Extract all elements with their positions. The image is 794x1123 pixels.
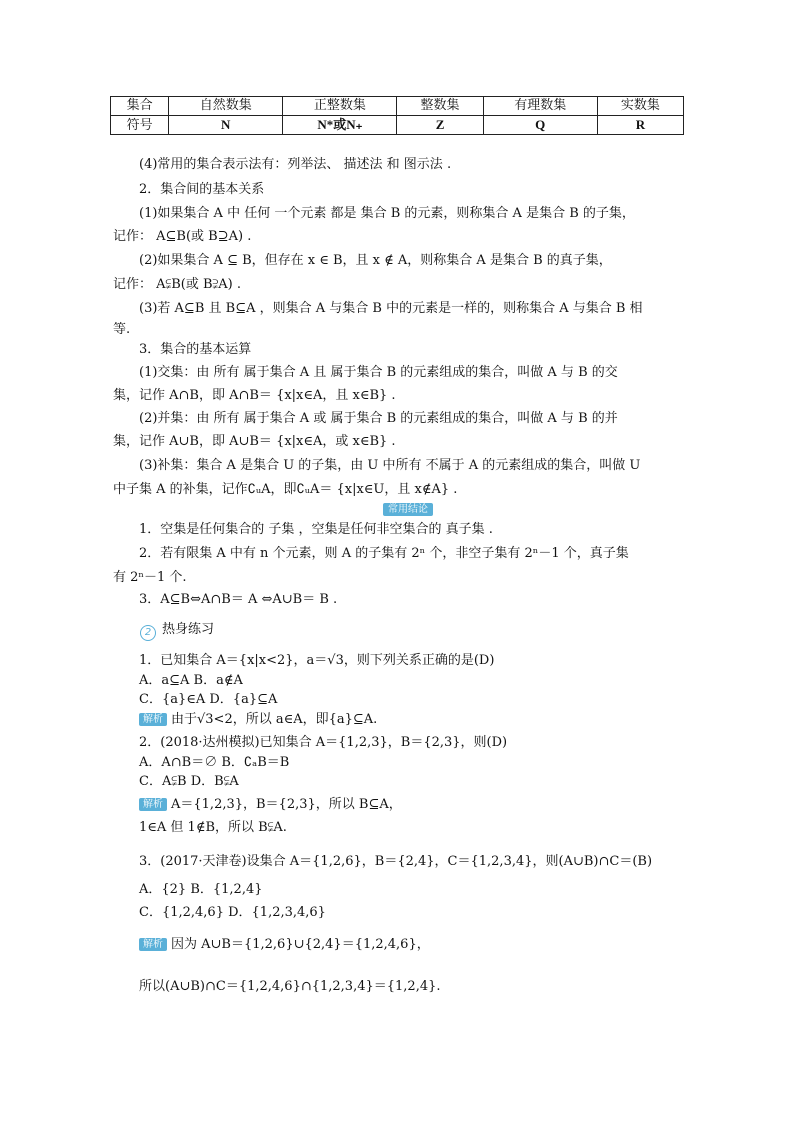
text-line [139, 251, 684, 271]
text-line [139, 903, 684, 923]
text-line [113, 568, 683, 588]
table-symbol-cell: N [169, 116, 283, 135]
warmup-number-icon: 2 [140, 625, 156, 641]
text-line-content: 记作： A⊆B(或 B⊇A) . [113, 229, 252, 244]
text-line-content: 记作： A⫋B(或 B⫌A) . [113, 277, 241, 292]
table-symbol-row [111, 116, 684, 135]
table-header-cell: 实数集 [597, 97, 683, 116]
text-line-content: C．{1,2,4,6} D．{1,2,3,4,6} [139, 905, 326, 920]
text-line-content: A．A∩B＝∅ B．∁ₐB＝B [139, 755, 290, 770]
text-line-content: C．{a}∈A D．{a}⊆A [139, 692, 278, 707]
text-line [139, 520, 684, 540]
text-line [139, 155, 684, 175]
text-line-content: 3．A⊆B⇔A∩B＝ A ⇔A∪B＝ B . [139, 592, 338, 607]
table-header-cell: 集合 [111, 97, 169, 116]
text-line [139, 818, 684, 838]
text-line [113, 320, 683, 340]
text-line [139, 180, 684, 200]
table-header-cell: 正整数集 [283, 97, 397, 116]
text-line-content: 2．集合间的基本关系 [139, 182, 265, 197]
text-line-content: 因为 A∪B＝{1,2,6}∪{2,4}＝{1,2,4,6}， [171, 937, 430, 952]
text-line-content: 1∈A 但 1∉B，所以 B⫋A. [139, 820, 287, 835]
warmup-heading [140, 620, 214, 641]
text-line-content: 等. [113, 322, 131, 337]
text-line-content: 1．空集是任何集合的 子集 ，空集是任何非空集合的 真子集 . [139, 522, 493, 537]
text-line [113, 275, 683, 295]
text-line-content: A．a⊆A B．a∉A [139, 673, 243, 688]
text-line-content: 2．(2018·达州模拟)已知集合 A＝{1,2,3}，B＝{2,3}，则(D) [139, 735, 508, 750]
text-line [139, 772, 684, 792]
text-line-content: 3．(2017·天津卷)设集合 A＝{1,2,6}，B＝{2,4}，C＝{1,2,3,4}，则(A∪B)∩C＝(B) [139, 854, 653, 869]
table-symbol-cell: R [597, 116, 683, 135]
text-line [139, 363, 684, 383]
table-symbol-cell: N*或N₊ [283, 116, 397, 135]
text-line-content: 有 2ⁿ－1 个. [113, 570, 187, 585]
text-line-content: (2)并集：由 所有 属于集合 A 或 属于集合 B 的元素组成的集合，叫做 A 与 B 的并 [139, 411, 618, 426]
analysis-badge: 解析 [139, 798, 167, 811]
text-line [139, 544, 684, 564]
text-line-content: C．A⫋B D．B⫋A [139, 774, 239, 789]
text-line-content: A．{2} B．{1,2,4} [139, 882, 263, 897]
text-line-content: 所以(A∪B)∩C＝{1,2,4,6}∩{1,2,3,4}＝{1,2,4}. [139, 979, 441, 994]
text-line [139, 690, 684, 710]
text-line [139, 299, 684, 319]
text-line-content: 3．集合的基本运算 [139, 342, 252, 357]
text-line [139, 753, 684, 773]
text-line [139, 340, 684, 360]
text-line-content: 1．已知集合 A＝{x|x<2}，a＝√3，则下列关系正确的是(D) [139, 653, 495, 668]
text-line [139, 880, 684, 900]
text-line [139, 852, 684, 872]
text-line [139, 935, 684, 955]
text-line-content: (4)常用的集合表示法有：列举法、 描述法 和 图示法 . [139, 157, 452, 172]
table-symbol-cell: 符号 [111, 116, 169, 135]
table-header-row [111, 97, 684, 116]
text-line [139, 409, 684, 429]
table-header-cell: 整数集 [397, 97, 483, 116]
text-line [113, 227, 683, 247]
analysis-badge: 解析 [139, 938, 167, 951]
text-line-content: 集，记作 A∩B，即 A∩B＝ {x|x∈A，且 x∈B} . [113, 388, 396, 403]
text-line [139, 651, 684, 671]
text-line-content: (1)交集：由 所有 属于集合 A 且 属于集合 B 的元素组成的集合，叫做 A 与 B 的交 [139, 365, 618, 380]
text-line-content: (2)如果集合 A ⊆ B，但存在 x ∈ B，且 x ∉ A，则称集合 A 是集合 B 的真子集， [139, 253, 612, 268]
warmup-label: 热身练习 [162, 622, 215, 637]
common-conclusion-badge: 常用结论 [383, 503, 433, 516]
text-line [139, 733, 684, 753]
text-line [139, 456, 684, 476]
text-line-content: (3)若 A⊆B 且 B⊆A ，则集合 A 与集合 B 中的元素是一样的，则称集合 A 与集合 B 相 [139, 301, 643, 316]
text-line [113, 386, 683, 406]
text-line-content: 中子集 A 的补集，记作∁ᵤA，即∁ᵤA＝ {x|x∈U，且 x∉A} . [113, 482, 458, 497]
text-line-content: 2．若有限集 A 中有 n 个元素，则 A 的子集有 2ⁿ 个，非空子集有 2ⁿ－1 个，真子集 [139, 546, 629, 561]
text-line-content: (3)补集：集合 A 是集合 U 的子集，由 U 中所有 不属于 A 的元素组成的集合，叫做 U [139, 458, 641, 473]
table-symbol-cell: Z [397, 116, 483, 135]
table-symbol-cell: Q [483, 116, 597, 135]
text-line [139, 671, 684, 691]
text-line [139, 590, 684, 610]
text-line [113, 432, 683, 452]
text-line [113, 480, 683, 500]
text-line [139, 977, 684, 997]
text-line [139, 710, 684, 730]
text-line-content: (1)如果集合 A 中 任何 一个元素 都是 集合 B 的元素，则称集合 A 是集合 B 的子集， [139, 206, 635, 221]
text-line-content: 由于√3<2，所以 a∈A，即{a}⊆A. [171, 712, 378, 727]
text-line [139, 795, 684, 815]
table-header-cell: 有理数集 [483, 97, 597, 116]
text-line-content: 集，记作 A∪B，即 A∪B＝ {x|x∈A，或 x∈B} . [113, 434, 396, 449]
table-header-cell: 自然数集 [169, 97, 283, 116]
text-line-content: A＝{1,2,3}，B＝{2,3}，所以 B⊆A， [171, 797, 402, 812]
number-sets-table [110, 96, 684, 135]
text-line [139, 204, 684, 224]
analysis-badge: 解析 [139, 713, 167, 726]
